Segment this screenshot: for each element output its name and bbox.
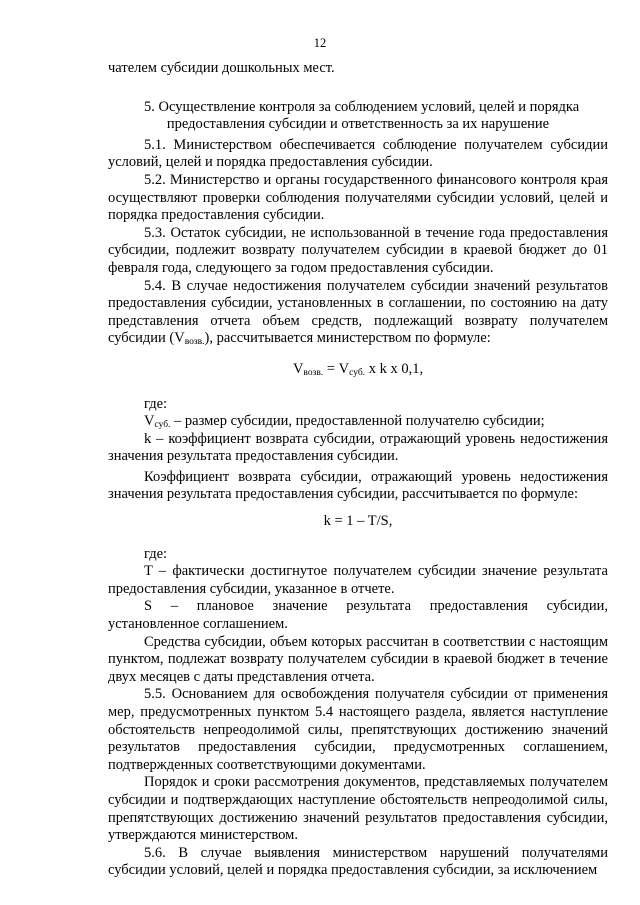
paragraph-5-4-tail: ), рассчитывается министерством по формуле: xyxy=(204,330,491,347)
paragraph-5-6: 5.6. В случае выявления министерством нарушений получателями субсидии условий, целей и порядка предоставления субсидии, за исключением xyxy=(108,844,608,879)
section-heading xyxy=(108,99,608,134)
paragraph-order: Порядок и сроки рассмотрения документов, представляемых получателем субсидии и подтверждающих наступление обстоятельств непреодолимой силы, препятствующих достижению значений результатов предоставления субсидии, утверждаются министерством. xyxy=(108,774,608,844)
formula-v: V xyxy=(292,360,304,377)
v-return-subscript: возв. xyxy=(184,337,205,348)
def-v-subscript: суб. xyxy=(154,420,171,431)
paragraph-funds-return: Средства субсидии, объем которых рассчитан в соответствии с настоящим пунктом, подлежат возврату получателем субсидии в краевой бюджет в течение двух месяцев с даты представления отчета. xyxy=(108,633,608,685)
where-label-2: где: xyxy=(144,545,168,562)
formula-return-amount xyxy=(108,361,608,379)
paragraph-5-2: 5.2. Министерство и органы государственного финансового контроля края осуществляют проверки соблюдения получателями субсидии условий, целей и порядка предоставления субсидии. xyxy=(108,171,608,224)
paragraph-5-5: 5.5. Основанием для освобождения получателя субсидии от применения мер, предусмотренных пунктом 5.4 настоящего раздела, является наступление обстоятельств непреодолимой силы, препятствующих достижению значений результатов предоставления субсидии, предусмотренных соглашением, подтвержденных соответствующими документами. xyxy=(108,686,608,773)
page-number: 12 xyxy=(313,36,327,50)
where-label-1: где: xyxy=(144,395,168,412)
formula-rest: x k x 0,1, xyxy=(365,360,424,377)
formula-eq: = V xyxy=(323,360,350,377)
document-body xyxy=(108,60,608,880)
definition-k: k – коэффициент возврата субсидии, отражающий уровень недостижения значения результата предоставления субсидии. xyxy=(108,430,608,465)
paragraph-5-4 xyxy=(108,278,608,348)
paragraph-5-1: 5.1. Министерством обеспечивается соблюдение получателем субсидии условий, целей и порядка предоставления субсидии. xyxy=(108,136,608,171)
paragraph-5-3: 5.3. Остаток субсидии, не использованной в течение года предоставления субсидии, подлежит возврату получателем субсидии в краевой бюджет до 01 февраля года, следующего за годом предоставления субсидии. xyxy=(108,224,608,276)
definition-s: S – плановое значение результата предоставления субсидии, установленное соглашением. xyxy=(108,598,608,633)
section-title-line1: 5. Осуществление контроля за соблюдением условий, целей и порядка xyxy=(144,98,580,115)
definition-v-sub xyxy=(108,413,608,431)
paragraph-coefficient: Коэффициент возврата субсидии, отражающий уровень недостижения значения результата предоставления субсидии, рассчитывается по формуле: xyxy=(108,468,608,503)
formula-v-subscript: возв. xyxy=(303,367,324,378)
def-v: V xyxy=(144,413,155,430)
section-title-line2: предоставления субсидии и ответственность за их нарушение xyxy=(166,116,550,133)
def-v-text: – размер субсидии, предоставленной получателю субсидии; xyxy=(170,413,545,430)
formula-coefficient: k = 1 – T/S, xyxy=(323,513,393,530)
definition-t: T – фактически достигнутое получателем субсидии значение результата предоставления субсидии, указанное в отчете. xyxy=(108,563,608,597)
intro-line: чателем субсидии дошкольных мест. xyxy=(108,60,335,76)
paragraph-5-4-text: 5.4. В случае недостижения получателем субсидии значений результатов предоставления субсидии, установленных в соглашении, по состоянию на дату представления отчета объем средств, подлежащий возврату получателем субсидии (V xyxy=(108,277,608,347)
formula-s-subscript: суб. xyxy=(349,367,366,378)
